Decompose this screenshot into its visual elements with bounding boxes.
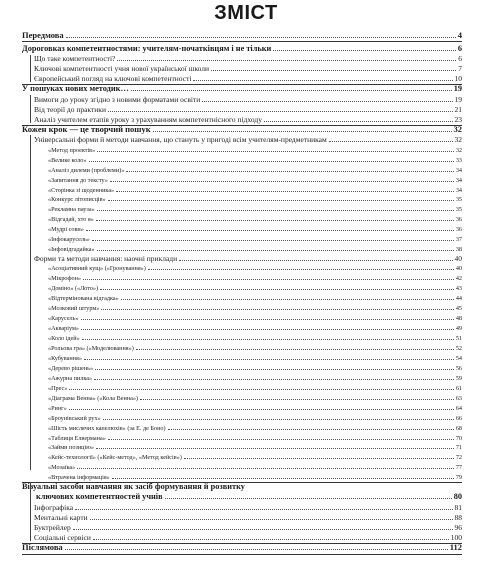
section-side-bar [30,135,31,470]
toc-entry-page: 79 [455,474,462,481]
toc-entry [48,213,462,223]
toc-entry [48,174,462,184]
toc-entry-title: «Дерево рішень» [48,365,94,372]
toc-entry [34,134,462,144]
toc-entry-title: Візуальні засоби навчання як засіб формування й розвитку [22,482,245,491]
toc-entry-page: 43 [455,285,462,292]
toc-entry-title: «Акваріум» [48,325,79,332]
bottom-divider [22,554,462,555]
toc-entry-title: Вимоги до уроку згідно з новими форматами освіти [34,95,201,104]
toc-entry-page: 7 [458,64,462,73]
dot-leader [165,498,452,499]
toc-entry [34,522,462,532]
dot-leader [108,111,453,112]
toc-entry-page: 80 [453,492,462,501]
toc-entry-page: 64 [455,405,462,412]
toc-entry-page: 45 [455,305,462,312]
toc-entry-page: 70 [455,435,462,442]
dot-leader [329,141,453,142]
dot-leader [81,319,454,320]
toc-entry-title: «Таблиця Елвермана» [48,435,106,442]
toc-entry-title: «Броунівський рух» [48,415,101,422]
dot-leader [184,458,454,459]
dot-leader [117,60,456,61]
toc-entry [34,63,462,73]
toc-entry-page: 10 [454,74,462,83]
toc-entry-page: 112 [449,542,462,552]
dot-leader [121,299,454,300]
dot-leader [126,171,454,172]
dot-leader [69,389,453,390]
toc-entry [48,342,462,352]
toc-entry [22,481,462,491]
dot-leader [168,429,454,430]
toc-entry-title: «Карусель» [48,315,79,322]
toc-entry-page: 19 [454,95,462,104]
toc-entry-title: Ментальні карти [34,513,88,522]
toc-entry-page: 34 [455,187,462,194]
toc-entry-page: 34 [455,167,462,174]
toc-entry-page: 52 [455,345,462,352]
dot-leader [101,309,453,310]
toc-entry-page: 72 [455,454,462,461]
toc-entry-title: Європейський погляд на ключові компетентності [34,74,192,83]
toc-entry [48,402,462,412]
toc-entry-title: «Рекламна пауза» [48,206,95,213]
dot-leader [77,468,454,469]
toc-entry-page: 68 [455,425,462,432]
toc-entry-page: 44 [455,295,462,302]
toc-entry-page: 66 [455,415,462,422]
toc-entry-title: «Відгадай, хто я» [48,216,94,223]
toc-entry [22,30,462,40]
dot-leader [108,200,454,201]
toc-entry-title: Від теорії до практики [34,105,106,114]
toc-entry-title: «Велике коло» [48,157,87,164]
dot-leader [73,529,453,530]
toc-entry-title: «Прес» [48,385,68,392]
toc-entry-title: «Ажурна пилка» [48,375,93,382]
toc-entry-title: Кожен крок — це творчий пошук [22,124,151,134]
toc-entry-page: 36 [455,226,462,233]
toc-entry-page: 4 [457,30,462,40]
toc-entry-page: 32 [453,124,462,134]
toc-entry-title: Інфографіка [34,503,74,512]
dot-leader [140,399,454,400]
toc-entry-page: 38 [455,246,462,253]
dot-leader [90,519,453,520]
toc-entry [48,392,462,402]
dot-leader [92,240,454,241]
toc-entry-page: 81 [454,503,462,512]
dot-leader [179,260,452,261]
dot-leader [264,121,453,122]
toc-entry [34,502,462,512]
toc-entry-page: 35 [455,206,462,213]
toc-entry [34,114,462,124]
toc-entry [48,382,462,392]
toc-entry-page: 48 [455,315,462,322]
toc-entry-page: 23 [454,115,462,124]
dot-leader [82,339,454,340]
toc-entry-page: 40 [455,265,462,272]
section-side-bar [30,95,31,123]
dot-leader [136,349,454,350]
toc-entry [34,73,462,83]
toc-entry-title: «Асоціативний кущ» («Гронування») [48,265,146,272]
toc-entry-title: Буктрейлер [34,523,71,532]
toc-entry-page: 51 [455,335,462,342]
section-side-bar [30,55,31,82]
toc-entry [48,282,462,292]
toc-entry [48,233,462,243]
toc-entry [48,164,462,174]
toc-entry [48,412,462,422]
dot-leader [84,359,454,360]
toc-entry-page: 32 [455,147,462,154]
toc-entry-page: 49 [455,325,462,332]
dot-leader [94,379,454,380]
toc-entry-title: «Рольова гра» («Моделювання») [48,345,134,352]
toc-entry [48,362,462,372]
dot-leader [108,439,454,440]
toc-entry-page: 56 [455,365,462,372]
toc-entry-page: 61 [455,385,462,392]
dot-leader [148,269,454,270]
dot-leader [110,181,454,182]
toc-entry [22,83,462,93]
toc-entry [48,312,462,322]
toc-entry-page: 35 [455,196,462,203]
toc-entry [48,372,462,382]
dot-leader [86,230,454,231]
toc-entry [48,262,462,272]
toc-entry [34,94,462,104]
toc-entry-title: «Запитання до тексту» [48,177,108,184]
toc-entry [48,441,462,451]
toc-entry-title: Соціальні сервіси [34,533,91,542]
dot-leader [116,191,454,192]
toc-entry [48,243,462,253]
toc-entry-page: 21 [454,105,462,114]
toc-entry-title: Аналіз учителем етапів уроку з урахуванням компетентнісного підходу [34,115,262,124]
toc-entry-title: «Втрачена інформація» [48,474,110,481]
toc-entry-page: 42 [455,275,462,282]
toc-entry-title: ключових компетентностей учнів [36,492,163,501]
toc-entry [48,203,462,213]
toc-entry [48,302,462,312]
dot-leader [202,101,452,102]
toc-entry [34,512,462,522]
toc-entry-title: «Кубування» [48,355,82,362]
toc-entry-page: 96 [454,523,462,532]
toc-entry [36,491,462,501]
toc-entry-page: 6 [457,44,462,53]
toc-entry [48,292,462,302]
toc-entry [48,422,462,432]
dot-leader [81,329,454,330]
toc-entry-title: «Займи позицію» [48,444,94,451]
toc-entry-title: «Кейс-технології» («Кейс-метод», «Метод кейсів») [48,454,182,461]
toc-entry [22,43,462,53]
toc-entry-page: 77 [455,464,462,471]
toc-entry-title: «Мозаїка» [48,464,76,471]
toc-entry [34,532,462,542]
toc-entry-page: 88 [454,513,462,522]
toc-entry-title: Форми та методи навчання: наочні приклади [34,254,178,263]
toc-entry-title: «Аналіз дилеми (проблеми)» [48,167,125,174]
toc-entry [48,461,462,471]
toc-entry [48,451,462,461]
section-side-bar [30,482,31,541]
toc-entry-page: 33 [455,157,462,164]
toc-entry-title: У пошуках нових методик… [22,84,129,93]
toc-entry-page: 40 [454,254,462,263]
toc-entry [22,542,462,552]
toc-entry-page: 34 [455,177,462,184]
dot-leader [93,539,449,540]
dot-leader [89,161,454,162]
dot-leader [97,210,454,211]
dot-leader [103,419,454,420]
toc-entry [48,193,462,203]
dot-leader [193,80,452,81]
dot-leader [96,448,454,449]
toc-entry-title: Дороговказ компетентностями: учителям-початківцям і не тільки [22,44,272,53]
dot-leader [211,70,456,71]
toc-entry [48,154,462,164]
toc-entry-title: «Відтермінована відгадка» [48,295,119,302]
toc-entry [48,223,462,233]
dot-leader [97,151,454,152]
toc-entry [34,104,462,114]
toc-entry-title: «Метод проектів» [48,147,96,154]
toc-entry-title: «Доміно» («Лото») [48,285,99,292]
toc-entry-title: «Сторінка зі щоденника» [48,187,115,194]
toc-entry-title: «Коло ідей» [48,335,80,342]
toc-entry-title: Післямова [22,542,63,552]
toc-entry-title: «Мікрофон» [48,275,82,282]
toc-entry [48,322,462,332]
toc-entry-title: «Шість мислячих капелюхів» (за Е. де Боно) [48,425,166,432]
toc-entry-title: «Мозковий штурм» [48,305,100,312]
toc-entry-page: 32 [454,135,462,144]
toc-entry-page: 54 [455,355,462,362]
toc-entry-title: «Конкурс літописців» [48,196,106,203]
dot-leader [100,289,454,290]
toc-entry-page: 59 [455,375,462,382]
toc-entry-title: «Інфовідгадайка» [48,246,95,253]
toc-entry-title: Передмова [22,30,64,40]
toc-entry-title: Що таке компетентності? [34,54,116,63]
toc-entry-page: 63 [455,395,462,402]
dot-leader [83,279,454,280]
toc-entry [34,53,462,63]
dot-leader [97,250,454,251]
toc-entry-title: «Діаграма Венна» («Кола Венна») [48,395,138,402]
toc-entry-page: 19 [453,84,462,93]
page-title: ЗМІСТ [214,2,278,24]
toc-entry-title: «Мудрі сови» [48,226,84,233]
dot-leader [153,131,452,132]
dot-leader [75,509,452,510]
toc-entry [48,352,462,362]
toc-entry-title: «Інфокарусель» [48,236,90,243]
toc-entry-title: «Ринг» [48,405,67,412]
toc-entry-page: 37 [455,236,462,243]
dot-leader [131,90,452,91]
toc-entry [22,124,462,134]
section-divider [22,41,462,42]
toc-entry [48,332,462,342]
toc-entry [48,144,462,154]
toc-entry-page: 6 [458,54,462,63]
toc-entry [48,471,462,481]
toc-entry-title: Універсальні форми й методи навчання, що стануть у пригоді всім учителям-предметникам [34,135,327,144]
dot-leader [95,369,454,370]
dot-leader [112,478,454,479]
toc-entry-title: Ключові компетентності учня нової української школи [34,64,210,73]
toc-entry-page: 36 [455,216,462,223]
dot-leader [65,549,448,550]
toc-entry [48,272,462,282]
dot-leader [96,220,454,221]
toc-entry-page: 71 [455,444,462,451]
dot-leader [69,409,454,410]
dot-leader [273,50,456,51]
dot-leader [66,37,456,38]
toc-entry-page: 100 [450,533,462,542]
